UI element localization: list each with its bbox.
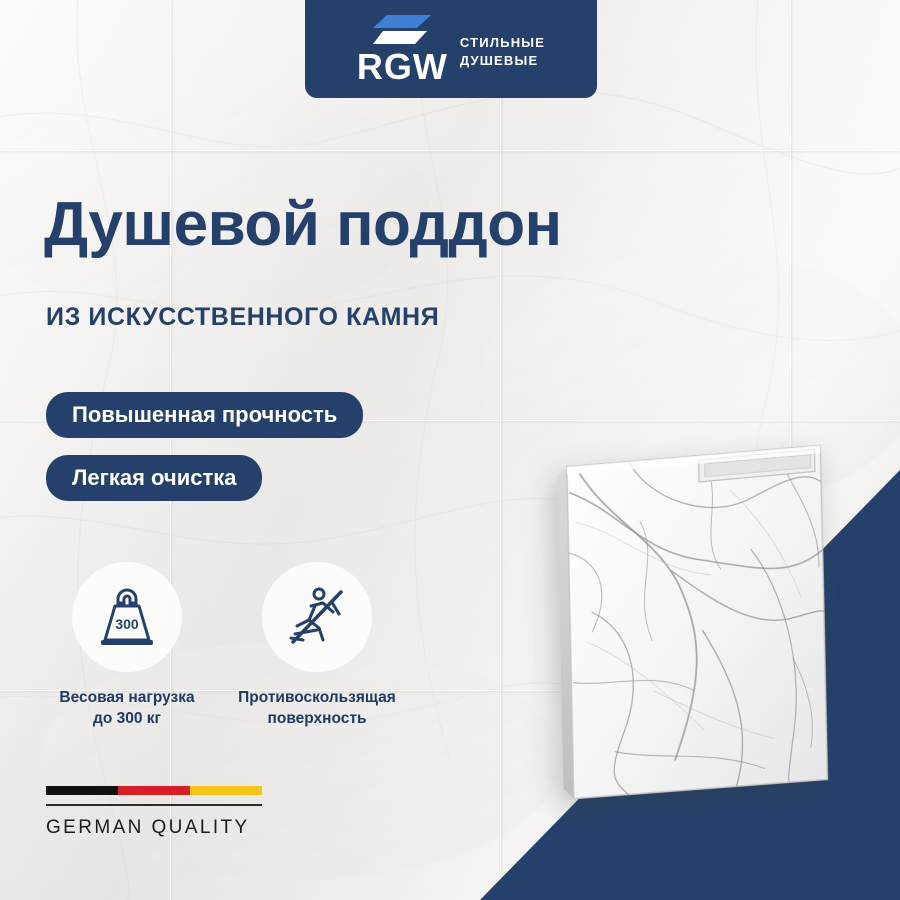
feature-pill-strength: Повышенная прочность (46, 392, 363, 438)
feature-pill-cleaning: Легкая очистка (46, 455, 262, 501)
brand-logo-badge (305, 0, 597, 98)
brand-tagline-line2: ДУШЕВЫЕ (459, 53, 539, 68)
rgw-parallelogram-icon (373, 15, 431, 45)
marble-shower-tray-image (548, 427, 846, 813)
brand-tagline-line1: СТИЛЬНЫЕ (459, 35, 546, 51)
german-flag-icon (46, 786, 262, 795)
feature-anti-slip-label-line2: поверхность (267, 709, 367, 727)
feature-weight-label-line1: Весовая нагрузка (59, 689, 195, 706)
logo-mark (357, 15, 448, 85)
feature-weight-circle (72, 562, 182, 672)
page-title: Душевой поддон (44, 190, 562, 259)
german-quality-text: GERMAN QUALITY (46, 817, 250, 838)
weight-icon-value: 300 (115, 616, 139, 632)
anti-slip-icon (281, 582, 353, 652)
brand-tagline (460, 34, 545, 69)
feature-weight-label-line2: до 300 кг (93, 709, 161, 727)
german-quality-mark (46, 786, 286, 839)
brand-name: RGW (356, 46, 448, 87)
weight-300-icon (91, 584, 163, 650)
feature-anti-slip-circle (262, 562, 372, 672)
feature-weight-label (32, 688, 222, 730)
german-quality-divider (46, 804, 262, 806)
feature-anti-slip (222, 562, 412, 730)
feature-weight-load (32, 562, 222, 730)
feature-anti-slip-label (222, 688, 412, 730)
feature-anti-slip-label-line1: Противоскользящая (238, 689, 396, 706)
page-subtitle: ИЗ ИСКУССТВЕННОГО КАМНЯ (46, 303, 440, 331)
